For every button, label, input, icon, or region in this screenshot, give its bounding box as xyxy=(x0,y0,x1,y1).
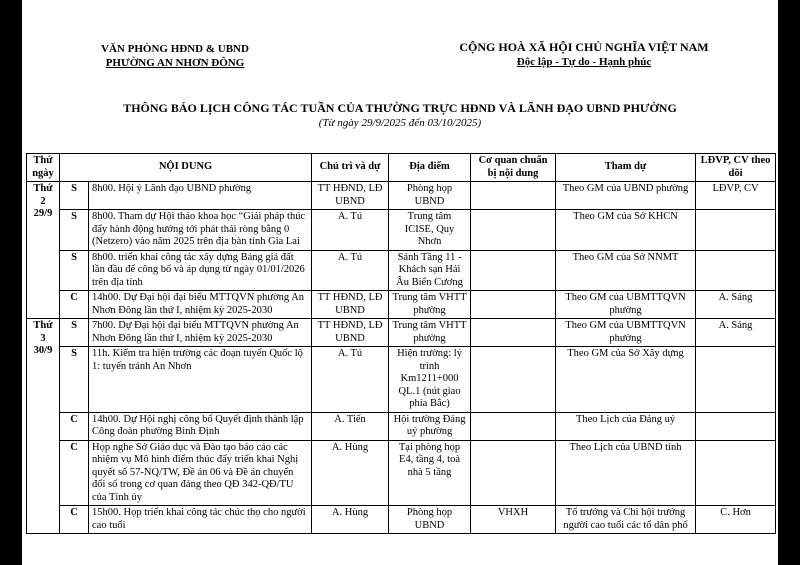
prep-cell xyxy=(471,182,556,210)
place-cell: Tại phòng họp E4, tầng 4, toà nhà 5 tầng xyxy=(389,440,471,506)
session-cell: S xyxy=(60,182,89,210)
schedule-body xyxy=(27,182,776,534)
chair-cell: A. Hùng xyxy=(312,440,389,506)
attend-cell: Theo GM của Sở KHCN xyxy=(556,210,696,251)
place-cell: Phòng họp UBND xyxy=(389,182,471,210)
prep-cell xyxy=(471,210,556,251)
table-row xyxy=(27,182,776,210)
prep-cell xyxy=(471,319,556,347)
prep-cell xyxy=(471,440,556,506)
follow-cell xyxy=(696,250,776,291)
chair-cell: TT HĐND, LĐ UBND xyxy=(312,319,389,347)
follow-cell xyxy=(696,412,776,440)
table-row xyxy=(27,506,776,534)
place-cell: Hiện trường: lý trình Km1211+000 QL.1 (nút giao phía Bắc) xyxy=(389,347,471,413)
right-margin-bar xyxy=(778,0,800,565)
document-page xyxy=(22,0,778,565)
follow-cell: LĐVP, CV xyxy=(696,182,776,210)
column-header-content: NỘI DUNG xyxy=(60,154,312,182)
place-cell: Trung tâm VHTT phường xyxy=(389,319,471,347)
column-header-chair: Chủ trì và dự xyxy=(312,154,389,182)
prep-cell: VHXH xyxy=(471,506,556,534)
national-header xyxy=(424,40,744,70)
table-row xyxy=(27,347,776,413)
chair-cell: TT HĐND, LĐ UBND xyxy=(312,182,389,210)
place-cell: Sảnh Tầng 11 - Khách sạn Hải Âu Biển Cương xyxy=(389,250,471,291)
column-header-day: Thứ ngày xyxy=(27,154,60,182)
follow-cell xyxy=(696,210,776,251)
content-cell: 8h00. triển khai công tác xây dựng Bảng giá đất lần đầu để công bố và áp dụng từ ngày 01/01/2026 trên địa tỉnh xyxy=(89,250,312,291)
session-cell: C xyxy=(60,506,89,534)
chair-cell: TT HĐND, LĐ UBND xyxy=(312,291,389,319)
follow-cell xyxy=(696,440,776,506)
chair-cell: A. Tiến xyxy=(312,412,389,440)
session-cell: S xyxy=(60,210,89,251)
table-row xyxy=(27,250,776,291)
follow-cell: C. Hơn xyxy=(696,506,776,534)
attend-cell: Theo Lịch của Đảng uỷ xyxy=(556,412,696,440)
follow-cell: A. Sáng xyxy=(696,319,776,347)
place-cell: Trung tâm VHTT phường xyxy=(389,291,471,319)
chair-cell: A. Tú xyxy=(312,250,389,291)
table-row xyxy=(27,412,776,440)
prep-cell xyxy=(471,250,556,291)
organization-header xyxy=(80,42,270,70)
column-header-place: Địa điểm xyxy=(389,154,471,182)
follow-cell: A. Sáng xyxy=(696,291,776,319)
day-date: 30/9 xyxy=(33,345,53,356)
chair-cell: A. Tú xyxy=(312,210,389,251)
chair-cell: A. Hùng xyxy=(312,506,389,534)
day-cell xyxy=(27,182,60,319)
document-title: THÔNG BÁO LỊCH CÔNG TÁC TUẦN CỦA THƯỜNG TRỰC HĐND VÀ LÃNH ĐẠO UBND PHƯỜNG xyxy=(123,101,677,115)
content-cell: 8h00. Tham dự Hội thảo khoa học “Giải pháp thúc đẩy hành động hướng tới phát thải ròng bằng 0 (Netzero) vào năm 2025 trên địa bàn tỉnh Gia Lai xyxy=(89,210,312,251)
place-cell: Phòng họp UBND xyxy=(389,506,471,534)
column-header-prep: Cơ quan chuẩn bị nội dung xyxy=(471,154,556,182)
session-cell: C xyxy=(60,412,89,440)
table-row xyxy=(27,319,776,347)
attend-cell: Theo GM của UBMTTQVN phường xyxy=(556,319,696,347)
date-range: (Từ ngày 29/9/2025 đến 03/10/2025) xyxy=(318,117,482,129)
prep-cell xyxy=(471,347,556,413)
session-cell: S xyxy=(60,319,89,347)
day-name: Thứ 2 xyxy=(33,183,53,207)
table-header-row xyxy=(27,154,776,182)
session-cell: C xyxy=(60,291,89,319)
day-date: 29/9 xyxy=(33,208,53,219)
organization-name: VĂN PHÒNG HĐND & UBND xyxy=(101,43,249,55)
place-cell: Hội trường Đảng uỷ phường xyxy=(389,412,471,440)
national-motto: Độc lập - Tự do - Hạnh phúc xyxy=(516,56,652,68)
attend-cell: Theo Lịch của UBND tỉnh xyxy=(556,440,696,506)
attend-cell: Theo GM của UBND phường xyxy=(556,182,696,210)
place-cell: Trung tâm ICISE, Quy Nhơn xyxy=(389,210,471,251)
content-cell: 14h00. Dự Đại hội đại biểu MTTQVN phường An Nhơn Đông lần thứ I, nhiệm kỳ 2025-2030 xyxy=(89,291,312,319)
attend-cell: Theo GM của Sở Xây dựng xyxy=(556,347,696,413)
session-cell: S xyxy=(60,347,89,413)
session-cell: S xyxy=(60,250,89,291)
table-row xyxy=(27,210,776,251)
content-cell: 15h00. Họp triển khai công tác chúc thọ cho người cao tuổi xyxy=(89,506,312,534)
content-cell: 7h00. Dự Đại hội đại biểu MTTQVN phường An Nhơn Đông lần thứ I, nhiệm kỳ 2025-2030 xyxy=(89,319,312,347)
column-header-follow: LĐVP, CV theo dõi xyxy=(696,154,776,182)
ward-name: PHƯỜNG AN NHƠN ĐÔNG xyxy=(105,57,245,69)
day-name: Thứ 3 xyxy=(33,320,53,344)
content-cell: 8h00. Hội ý Lãnh đạo UBND phường xyxy=(89,182,312,210)
left-margin-bar xyxy=(0,0,22,565)
day-cell xyxy=(27,319,60,534)
chair-cell: A. Tú xyxy=(312,347,389,413)
schedule-table xyxy=(26,153,776,534)
attend-cell: Theo GM của UBMTTQVN phường xyxy=(556,291,696,319)
follow-cell xyxy=(696,347,776,413)
column-header-attend: Tham dự xyxy=(556,154,696,182)
content-cell: 14h00. Dự Hội nghị công bố Quyết định thành lập Công đoàn phường Bình Định xyxy=(89,412,312,440)
prep-cell xyxy=(471,412,556,440)
content-cell: Họp nghe Sở Giáo dục và Đào tạo báo cáo các nhiệm vụ Mô hình điểm thúc đẩy triển khai Nghị quyết số 57-NQ/TW, Đề án 06 và Đề án chuyển đổi số trong cơ quan đảng theo QĐ 342-QĐ/TU của Tỉnh ủy xyxy=(89,440,312,506)
table-row xyxy=(27,291,776,319)
session-cell: C xyxy=(60,440,89,506)
attend-cell: Tổ trưởng và Chi hội trưởng người cao tuổi các tổ dân phố xyxy=(556,506,696,534)
table-row xyxy=(27,440,776,506)
content-cell: 11h. Kiểm tra hiện trường các đoạn tuyến Quốc lộ 1: tuyến tránh An Nhơn xyxy=(89,347,312,413)
national-title: CỘNG HOÀ XÃ HỘI CHỦ NGHĨA VIỆT NAM xyxy=(459,40,709,54)
attend-cell: Theo GM của Sở NNMT xyxy=(556,250,696,291)
prep-cell xyxy=(471,291,556,319)
